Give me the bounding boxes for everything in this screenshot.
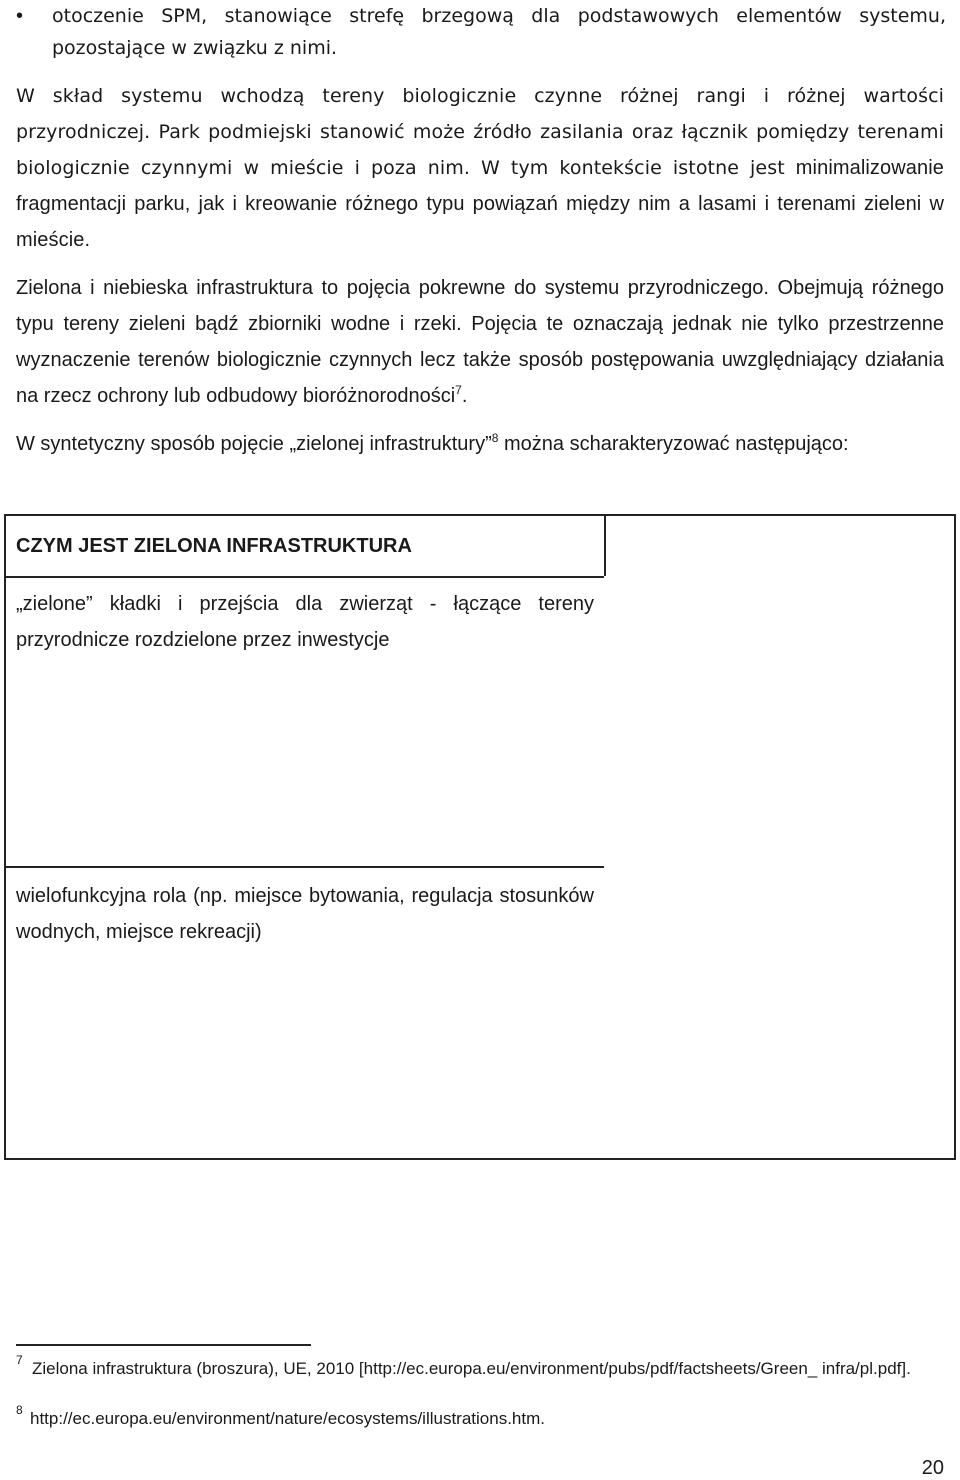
footnote-7 xyxy=(16,1353,946,1406)
footnote-8-mark: 8 xyxy=(16,1403,23,1417)
table-row-1-cell: „zielone” kładki i przejścia dla zwierząt - łączące tereny przyrodnicze rozdzielone przez inwestycje xyxy=(16,593,594,651)
footnote-separator xyxy=(16,1344,311,1346)
paragraph-1-text-b: minimalizowanie fragmentacji parku, jak i kreowanie różnego typu powiązań między nim a lasami i terenami zieleni w mieście. xyxy=(16,157,945,251)
table-row-divider xyxy=(6,866,604,868)
bullet-text-line2: pozostające w związku z nimi. xyxy=(52,37,338,59)
paragraph-3-text-before: W syntetyczny sposób pojęcie „zielonej infrastruktury” xyxy=(16,433,492,455)
footnote-ref-7[interactable]: 7 xyxy=(455,383,462,397)
paragraph-1 xyxy=(16,78,944,258)
footnote-8 xyxy=(16,1403,946,1431)
paragraph-2-text: Zielona i niebieska infrastruktura to pojęcia pokrewne do systemu przyrodniczego. Obejmują różnego typu tereny zieleni bądź zbiorniki wodne i rzeki. Pojęcia te oznaczają jednak nie tylko przestrzenne wyznaczenie terenów biologicznie czynnych lecz także sposób postępowania uwzględniający działania na rzecz ochrony lub odbudowy bioróżnorodności xyxy=(16,277,944,407)
footnote-7-mark: 7 xyxy=(16,1353,23,1367)
green-infrastructure-table xyxy=(4,514,956,1160)
paragraph-3-text-after: można scharakteryzować następująco: xyxy=(498,433,849,455)
table-header-cell: CZYM JEST ZIELONA INFRASTRUKTURA xyxy=(16,535,412,557)
table-header-divider xyxy=(6,576,604,578)
paragraph-2 xyxy=(16,270,944,414)
paragraph-3 xyxy=(16,426,944,462)
table-row-2-cell: wielofunkcyjna rola (np. miejsce bytowania, regulacja stosunków wodnych, miejsce rekreacji) xyxy=(16,885,594,943)
bullet-text-line1: otoczenie SPM, stanowiące strefę brzegową dla podstawowych elementów systemu, xyxy=(52,5,946,27)
footnote-7-text[interactable]: Zielona infrastruktura (broszura), UE, 2010 [http://ec.europa.eu/environment/pubs/pdf/factsheets/Green_ infra/pl.pdf]. xyxy=(32,1359,911,1378)
footnote-8-text[interactable]: http://ec.europa.eu/environment/nature/ecosystems/illustrations.htm. xyxy=(30,1409,545,1428)
paragraph-1-text-a: W skład systemu wchodzą tereny biologicznie czynne różnej rangi i różnej wartości przyrodniczej. Park podmiejski stanowić może źródło zasilania oraz łącznik pomiędzy terenami biologicznie czynnymi w mieście i poza nim. W tym kontekście istotne jest xyxy=(16,85,944,179)
bullet-icon: • xyxy=(16,5,24,27)
table-column-divider xyxy=(604,516,606,576)
footnote-ref-8[interactable]: 8 xyxy=(491,431,499,445)
page-number: 20 xyxy=(921,1457,944,1479)
paragraph-2-end: . xyxy=(461,385,468,407)
